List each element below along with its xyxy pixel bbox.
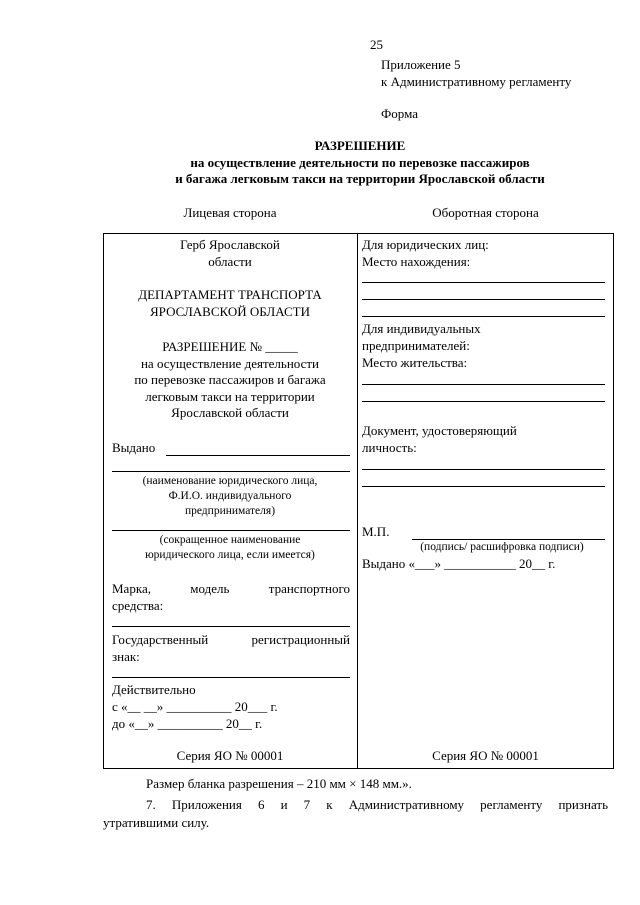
- issued-to-line2: [112, 471, 350, 472]
- regulation-label: к Административному регламенту: [381, 74, 572, 89]
- vehicle-brand-line1: Марка, модель транспортного: [112, 581, 350, 596]
- valid-to: до «__» __________ 20__ г.: [112, 716, 263, 731]
- name-note-line3: предпринимателя): [184, 505, 276, 517]
- front-side-heading: Лицевая сторона: [183, 205, 277, 220]
- permit-desc-line2: по перевозке пассажиров и багажа: [134, 372, 326, 387]
- permit-desc-line4: Ярославской области: [171, 405, 289, 420]
- entrepreneurs-label-line1: Для индивидуальных: [362, 321, 481, 336]
- back-issued-date: Выдано «___» ___________ 20__ г.: [362, 556, 556, 571]
- residence-line1: [362, 384, 605, 385]
- identity-document-line2: [362, 486, 605, 487]
- name-note-line1: (наименование юридического лица,: [142, 475, 318, 487]
- item7-line2: утратившими силу.: [103, 815, 210, 830]
- coat-of-arms-line1: Герб Ярославской: [180, 237, 280, 252]
- item7-line1: 7. Приложения 6 и 7 к Административному регламенту признать: [146, 797, 608, 812]
- page-number: 25: [370, 37, 383, 52]
- permit-heading: РАЗРЕШЕНИЕ: [314, 138, 406, 153]
- legal-entities-label: Для юридических лиц:: [362, 237, 489, 252]
- permit-desc-line1: на осуществление деятельности: [140, 356, 320, 371]
- registration-sign-line: [112, 677, 350, 678]
- front-series-number: Серия ЯО № 00001: [176, 748, 284, 763]
- vehicle-brand-line: [112, 626, 350, 627]
- short-name-note-line2: юридического лица, если имеется): [145, 549, 315, 561]
- back-series-number: Серия ЯО № 00001: [432, 748, 539, 763]
- residence-line2: [362, 401, 605, 402]
- permit-subheading-line2: и багажа легковым такси на территории Ярославской области: [175, 171, 545, 186]
- location-line2: [362, 299, 605, 300]
- stamp-label: М.П.: [362, 524, 390, 539]
- vehicle-brand-line2: средства:: [112, 598, 164, 613]
- appendix-label: Приложение 5: [381, 57, 461, 72]
- form-column-divider: [357, 233, 358, 769]
- location-line3: [362, 316, 605, 317]
- coat-of-arms-line2: области: [208, 254, 252, 269]
- issued-label: Выдано: [112, 440, 156, 455]
- name-note-line2: Ф.И.О. индивидуального: [168, 490, 292, 502]
- registration-sign-line2: знак:: [112, 649, 140, 664]
- form-size-note: Размер бланка разрешения – 210 мм × 148 мм.».: [146, 776, 412, 791]
- residence-label: Место жительства:: [362, 355, 468, 370]
- valid-label: Действительно: [112, 682, 196, 697]
- department-line1: ДЕПАРТАМЕНТ ТРАНСПОРТА: [138, 287, 322, 302]
- permit-subheading-line1: на осуществление деятельности по перевозке пассажиров: [190, 155, 530, 170]
- short-name-note-line1: (сокращенное наименование: [159, 534, 301, 546]
- department-line2: ЯРОСЛАВСКОЙ ОБЛАСТИ: [150, 304, 310, 319]
- entrepreneurs-label-line2: предпринимателей:: [362, 338, 470, 353]
- identity-document-label-line1: Документ, удостоверяющий: [362, 423, 517, 438]
- identity-document-label-line2: личность:: [362, 440, 417, 455]
- form-label: Форма: [381, 106, 418, 121]
- valid-from: с «__ __» __________ 20___ г.: [112, 699, 278, 714]
- permit-number-title: РАЗРЕШЕНИЕ № _____: [162, 339, 298, 354]
- short-name-line: [112, 530, 350, 531]
- permit-desc-line3: легковым такси на территории: [145, 389, 315, 404]
- identity-document-line1: [362, 469, 605, 470]
- location-label: Место нахождения:: [362, 254, 471, 269]
- signature-line: [412, 539, 605, 540]
- location-line1: [362, 282, 605, 283]
- registration-sign-line1: Государственный регистрационный: [112, 632, 350, 647]
- signature-note: (подпись/ расшифровка подписи): [420, 541, 584, 553]
- issued-to-line: [166, 455, 350, 456]
- back-side-heading: Оборотная сторона: [432, 205, 539, 220]
